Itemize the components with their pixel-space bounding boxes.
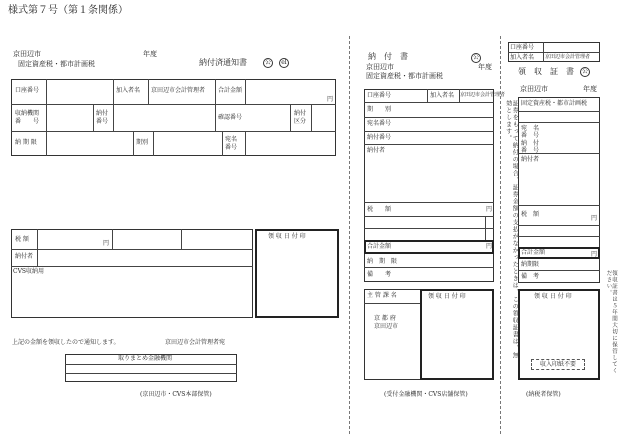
electronic-mark-icon: el <box>279 58 289 68</box>
left-tax-yen: 円 <box>103 240 110 247</box>
middle-subscriber-name-value: 京田辺市会計管理者 <box>460 92 506 98</box>
stamp-not-required-label: 収入印紙不要 <box>539 360 576 368</box>
left-cvs-label: CVS収納用 <box>13 268 45 275</box>
left-subscriber-name-value: 京田辺市会計管理者 <box>151 87 206 94</box>
right-remarks-label: 備 考 <box>521 273 540 280</box>
left-tax-block <box>11 229 253 318</box>
middle-tax-yen: 円 <box>486 206 493 213</box>
middle-address-number-label: 宛名番号 <box>367 120 392 127</box>
left-stamp-label: 領 収 日 付 印 <box>268 233 306 240</box>
right-tax-yen: 円 <box>591 215 598 222</box>
right-fiscal-year-label: 年度 <box>583 85 597 93</box>
right-address-number-label: 宛 名 番 号 <box>521 125 540 140</box>
left-notice-title: 納付済通知書 <box>199 58 247 67</box>
left-total-yen: 円 <box>327 96 334 103</box>
middle-tax-amount-label: 税 額 <box>367 206 392 213</box>
left-notice-sender: 京田辺市会計管理者宛 <box>165 339 226 346</box>
middle-due-date-label: 納 期 限 <box>367 258 398 265</box>
right-public-mark-icon: 公 <box>581 68 588 75</box>
middle-tax-name: 固定資産税・都市計画税 <box>366 72 443 80</box>
right-stamp-label: 領 収 日 付 印 <box>534 293 572 300</box>
right-subscriber-name-label: 加入者名 <box>510 54 535 61</box>
right-due-date-label: 納期限 <box>521 261 540 268</box>
right-footer: (納税者保管) <box>526 391 561 398</box>
right-total-yen: 円 <box>591 251 598 258</box>
middle-remarks-label: 備 考 <box>367 271 392 278</box>
middle-payer-label: 納付者 <box>367 147 386 154</box>
middle-public-mark-icon: 公 <box>472 54 479 61</box>
right-subscriber-name-value: 京田辺市会計管理者 <box>545 54 591 60</box>
right-tax-amount-label: 税 額 <box>521 211 540 218</box>
middle-fiscal-year-label: 年度 <box>478 63 492 71</box>
right-city: 京田辺市 <box>520 85 548 93</box>
left-tax-name: 固定資産税・都市計画税 <box>18 60 95 68</box>
left-confirmation-number-label: 確認番号 <box>218 114 243 121</box>
left-subscriber-name-label: 加入者名 <box>116 87 141 94</box>
middle-main-account-label: 主 管 課 名 <box>367 292 397 299</box>
form-title: 様式第７号（第１条関係） <box>8 5 128 16</box>
left-payer-number-label: 納付 番号 <box>96 110 109 125</box>
left-city: 京田辺市 <box>13 50 41 58</box>
middle-title: 納 付 書 <box>368 52 408 61</box>
left-total-amount-label: 合計金額 <box>218 87 243 94</box>
right-account-number-label: 口座番号 <box>510 44 535 51</box>
public-mark-icon: 公 <box>264 59 271 66</box>
left-address-number-label: 宛名 番号 <box>225 136 238 151</box>
right-tax-name: 固定資産税・都市計画税 <box>521 100 588 107</box>
left-payer-label: 納付者 <box>15 253 34 260</box>
left-footer: (京田辺市・CVS本部保管) <box>140 391 212 398</box>
middle-payer-number-label: 納付番号 <box>367 134 392 141</box>
right-total-amount-label: 合計金額 <box>521 249 546 256</box>
left-received-date-stamp <box>255 229 339 318</box>
middle-total-yen: 円 <box>486 243 493 250</box>
middle-total-amount-label: 合計金額 <box>367 243 392 250</box>
right-payer-label: 納付者 <box>521 156 540 163</box>
left-period-label: 期別 <box>136 139 149 146</box>
left-tax-amount-label: 税 額 <box>15 236 29 243</box>
middle-subscriber-name-label: 加入者名 <box>430 92 455 99</box>
aggregator-label: 取りまとめ金融機関 <box>118 355 173 362</box>
right-side-note: 領収証書は５年間大切に保管してください。 <box>605 270 617 374</box>
middle-account-number-label: 口座番号 <box>367 92 392 99</box>
stamp-not-required-box <box>531 359 585 370</box>
right-payer-number-label: 納 付 番 号 <box>521 140 540 155</box>
left-due-date-label: 納 期 限 <box>15 139 37 146</box>
right-receipt-title: 領 収 証 書 <box>518 67 574 76</box>
perforation-line-left <box>349 36 350 434</box>
left-account-number-label: 口座番号 <box>15 87 40 94</box>
left-payment-category-label: 納付 区分 <box>294 110 307 125</box>
middle-period-label: 期 別 <box>367 106 392 113</box>
middle-dept-city: 京 都 府 京田辺市 <box>374 315 399 330</box>
middle-received-date-stamp <box>420 289 494 380</box>
left-notice-statement: 上記の金額を領収したので通知します。 <box>12 339 120 346</box>
left-receiving-institution-label: 収納機関 番 号 <box>15 110 40 125</box>
middle-city: 京田辺市 <box>366 63 394 71</box>
middle-footer: (受付金融機関・CVS店舗保管) <box>384 391 468 398</box>
securities-notice: 証券をもって納付の場合、証券金額の支払がなかったときは、この領収証書は、無効とします。 <box>504 100 519 359</box>
middle-stamp-label: 領 収 日 付 印 <box>428 293 466 300</box>
left-fiscal-year-label: 年度 <box>143 50 157 58</box>
